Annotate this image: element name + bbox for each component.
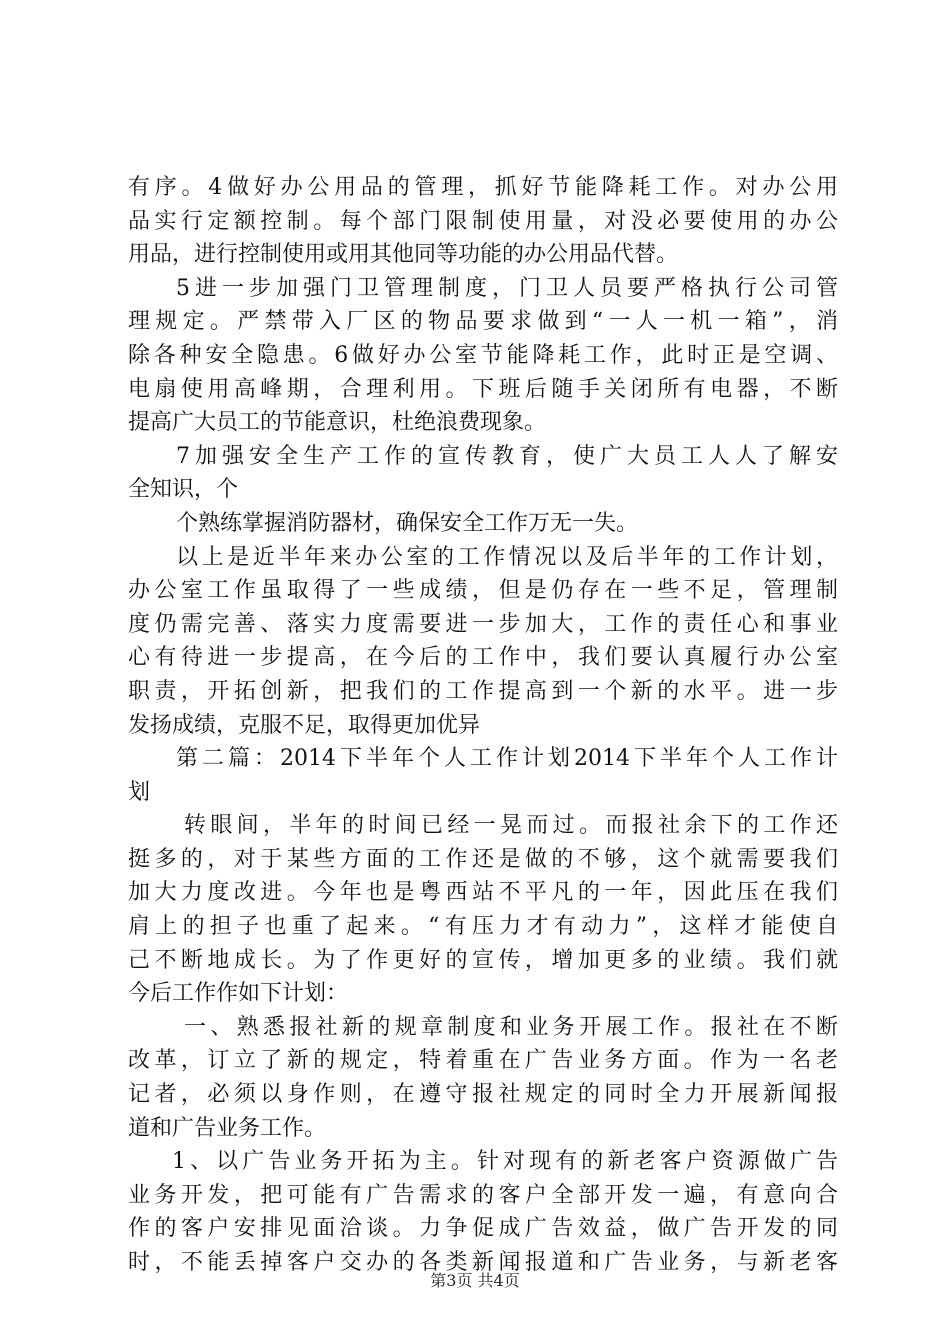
text-line: 有序。4做好办公用品的管理，抓好节能降耗工作。对办公用	[128, 175, 838, 200]
text-line: 全知识，个	[128, 477, 239, 503]
text-line: 办公室工作虽取得了一些成绩，但是仍存在一些不足，管理制	[128, 578, 838, 604]
text-line: 时，不能丢掉客户交办的各类新闻报道和广告业务，与新老客	[128, 1250, 838, 1275]
text-line: 己不断地成长。为了作更好的宣传，增加更多的业绩。我们就	[128, 947, 838, 973]
text-line: 1、以广告业务开拓为主。针对现有的新老客户资源做广告	[172, 1149, 838, 1175]
text-line: 业务开发，把可能有广告需求的客户全部开发一遍，有意向合	[128, 1182, 838, 1208]
text-line: 记者，必须以身作则，在遵守报社规定的同时全力开展新闻报	[128, 1082, 838, 1108]
text-line: 心有待进一步提高，在今后的工作中，我们要认真履行办公室	[128, 645, 838, 671]
text-line: 电扇使用高峰期，合理利用。下班后随手关闭所有电器，不断	[128, 376, 838, 402]
text-line: 度仍需完善、落实力度需要进一步加大，工作的责任心和事业	[128, 611, 838, 637]
text-line: 今后工作作如下计划：	[128, 981, 349, 1007]
text-line: 品实行定额控制。每个部门限制使用量，对没必要使用的办公	[128, 208, 838, 234]
text-line: 5进一步加强门卫管理制度，门卫人员要严格执行公司管	[176, 275, 838, 301]
text-line: 道和广告业务工作。	[128, 1115, 327, 1141]
section-heading: 划	[128, 779, 151, 805]
text-line: 7加强安全生产工作的宣传教育，使广大员工人人了解安	[176, 443, 838, 469]
document-body	[128, 171, 838, 1280]
page-footer	[0, 1268, 950, 1291]
text-line: 改革，订立了新的规定，特着重在广告业务方面。作为一名老	[128, 1048, 838, 1074]
text-line: 一、熟悉报社新的规章制度和业务开展工作。报社在不断	[184, 1014, 838, 1040]
text-line: 肩上的担子也重了起来。“有压力才有动力”，这样才能使自	[128, 914, 838, 940]
text-line: 除各种安全隐患。6做好办公室节能降耗工作，此时正是空调、	[128, 342, 838, 368]
text-line: 以上是近半年来办公室的工作情况以及后半年的工作计划，	[176, 544, 838, 570]
text-line: 提高广大员工的节能意识，杜绝浪费现象。	[128, 410, 547, 436]
text-line: 用品，进行控制使用或用其他同等功能的办公用品代替。	[128, 242, 679, 268]
text-line: 作的客户安排见面洽谈。力争促成广告效益，做广告开发的同	[128, 1216, 838, 1242]
text-line: 个熟练掌握消防器材，确保安全工作万无一失。	[176, 510, 639, 536]
text-line: 职责，开拓创新，把我们的工作提高到一个新的水平。进一步	[128, 678, 838, 704]
text-line: 理规定。严禁带入厂区的物品要求做到“一人一机一箱”，消	[128, 309, 838, 335]
section-heading: 第二篇：2014下半年个人工作计划2014下半年个人工作计	[176, 746, 838, 772]
text-line: 转眼间，半年的时间已经一晃而过。而报社余下的工作还	[184, 813, 838, 839]
text-line: 加大力度改进。今年也是粤西站不平凡的一年，因此压在我们	[128, 880, 838, 906]
text-line: 发扬成绩，克服不足，取得更加优异	[128, 712, 481, 738]
text-line: 挺多的，对于某些方面的工作还是做的不够，这个就需要我们	[128, 846, 838, 872]
page-number-label: 第3页 共4页	[430, 1271, 520, 1290]
